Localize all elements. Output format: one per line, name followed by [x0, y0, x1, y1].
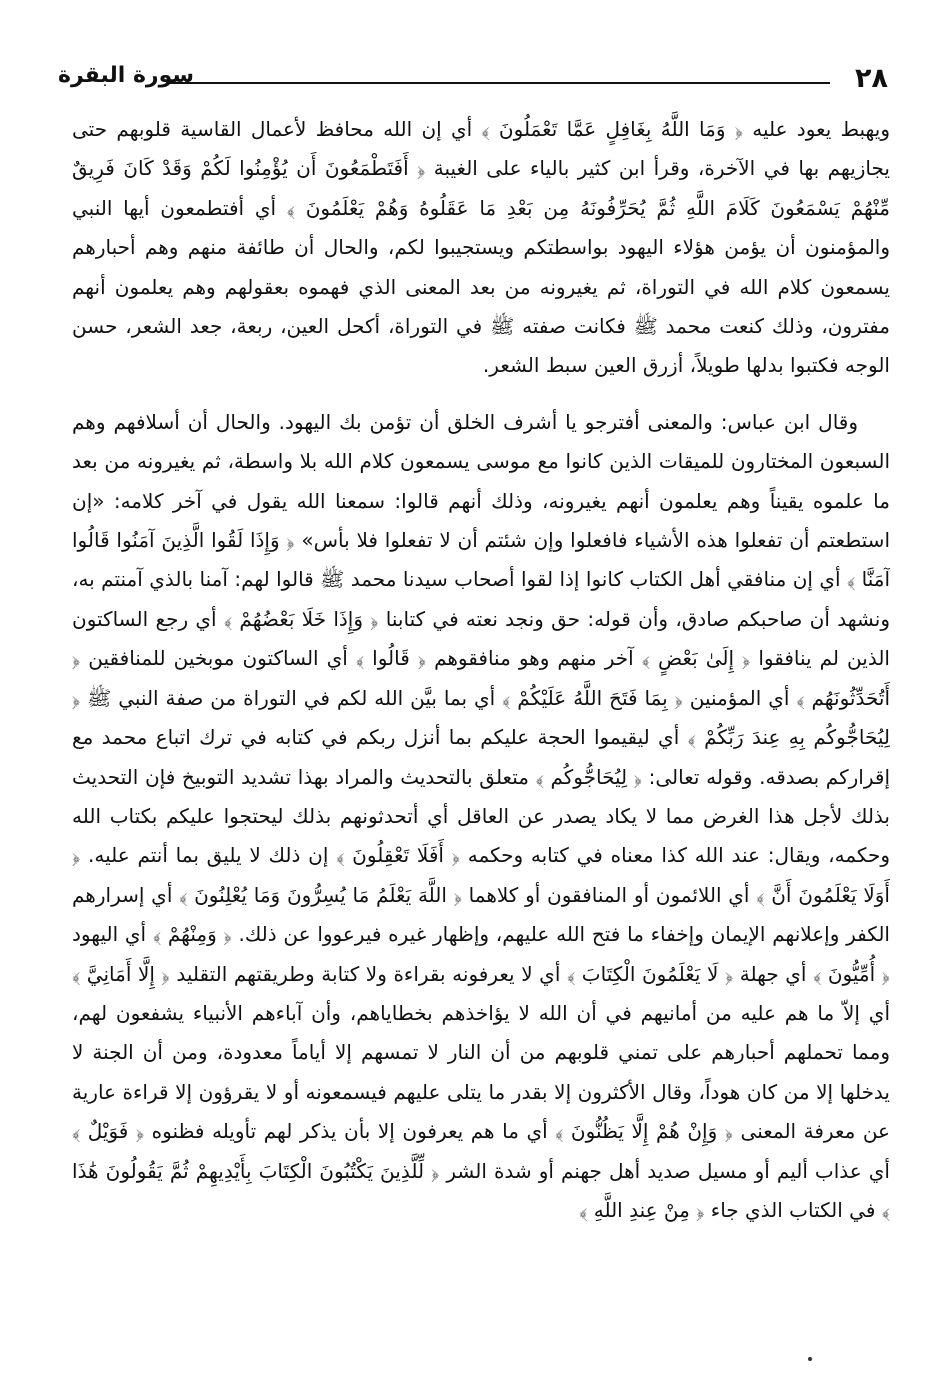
- page-header: [58, 58, 888, 98]
- body-text: [72, 110, 890, 1325]
- paragraph: ويهبط يعود عليه ﴿ وَمَا اللَّهُ بِغَافِلٍ عَمَّا تَعْمَلُونَ ﴾ أي إن الله محافظ لأعمال القاسية قلوبهم حتى يجازيهم بها في الآخرة، وقرأ ابن كثير بالياء على الغيبة ﴿ أَفَتَطْمَعُونَ أَن يُؤْمِنُوا لَكُمْ وَقَدْ كَانَ فَرِيقٌ مِّنْهُمْ يَسْمَعُونَ كَلَامَ اللَّهِ ثُمَّ يُحَرِّفُونَهُ مِن بَعْدِ مَا عَقَلُوهُ وَهُمْ يَعْلَمُونَ ﴾ أي أفتطمعون أيها النبي والمؤمنون أن يؤمن هؤلاء اليهود بواسطتكم ويستجيبوا لكم، والحال أن طائفة منهم وهم أحبارهم يسمعون كلام الله في التوراة، ثم يغيرونه من بعد المعنى الذي فهموه بعقولهم وهم يعلمون أنهم مفترون، وذلك كنعت محمد ﷺ فكانت صفته ﷺ في التوراة، أكحل العين، ربعة، جعد الشعر، حسن الوجه فكتبوا بدلها طويلاً، أزرق العين سبط الشعر.: [72, 117, 890, 378]
- surah-title: سورة البقرة: [58, 63, 195, 88]
- page-number: ٢٨: [855, 63, 888, 94]
- header-divider: [168, 82, 830, 84]
- paragraph: وقال ابن عباس: والمعنى أفترجو يا أشرف الخلق أن تؤمن بك اليهود. والحال أن أسلافهم وهم السبعون المختارون للميقات الذين كانوا مع موسى يسمعون كلام الله بلا واسطة، ثم يغيرونه من بعد ما علموه يقيناً وهم يعلمون أنهم يغيرونه، وذلك أنهم قالوا: سمعنا الله يقول في آخر كلامه: «إن استطعتم أن تفعلوا هذه الأشياء فافعلوا وإن شئتم أن لا تفعلوا فلا بأس» ﴿ وَإِذَا لَقُوا الَّذِينَ آمَنُوا قَالُوا آمَنَّا ﴾ أي إن منافقي أهل الكتاب كانوا إذا لقوا أصحاب سيدنا محمد ﷺ قالوا لهم: آمنا بالذي آمنتم به، ونشهد أن صاحبكم صادق، وأن قوله: حق ونجد نعته في كتابنا ﴿ وَإِذَا خَلَا بَعْضُهُمْ ﴾ أي رجع الساكتون الذين لم ينافقوا ﴿ إِلَىٰ بَعْضٍ ﴾ آخر منهم وهو منافقوهم ﴿ قَالُوا ﴾ أي الساكتون موبخين للمنافقين ﴿ أَتُحَدِّثُونَهُم ﴾ أي المؤمنين ﴿ بِمَا فَتَحَ اللَّهُ عَلَيْكُمْ ﴾ أي بما بيَّن الله لكم في التوراة من صفة النبي ﷺ ﴿ لِيُحَاجُّوكُم بِهِ عِندَ رَبِّكُمْ ﴾ أي ليقيموا الحجة عليكم بما أنزل ربكم في كتابه في ترك اتباع محمد مع إقراركم بصدقه. وقوله تعالى: ﴿ لِيُحَاجُّوكُم ﴾ متعلق بالتحديث والمراد بهذا تشديد التوبيخ فإن التحديث بذلك لأجل هذا الغرض مما لا يكاد يصدر عن العاقل أي أتحدثونهم بذلك ليحتجوا عليكم بكتاب الله وحكمه، ويقال: عند الله كذا معناه في كتابه وحكمه ﴿ أَفَلَا تَعْقِلُونَ ﴾ إن ذلك لا يليق بما أنتم عليه. ﴿ أَوَلَا يَعْلَمُونَ أَنَّ ﴾ أي اللائمون أو المنافقون أو كلاهما ﴿ اللَّهَ يَعْلَمُ مَا يُسِرُّونَ وَمَا يُعْلِنُونَ ﴾ أي إسرارهم الكفر وإعلانهم الإيمان وإخفاء ما فتح الله عليهم، وإظهار غيره فيرعووا عن ذلك. ﴿ وَمِنْهُمْ ﴾ أي اليهود ﴿ أُمِّيُّونَ ﴾ أي جهلة ﴿ لَا يَعْلَمُونَ الْكِتَابَ ﴾ أي لا يعرفونه بقراءة ولا كتابة وطريقتهم التقليد ﴿ إِلَّا أَمَانِيَّ ﴾ أي إلاّ ما هم عليه من أمانيهم في أن الله لا يؤاخذهم بخطاياهم، وأن آباءهم الأنبياء يشفعون لهم، ومما تحملهم أحبارهم على تمني قلوبهم من أن النار لا تمسهم إلا أياماً معدودة، ومن أن الجنة لا يدخلها إلا من كان هوداً، وقال الأكثرون إلا بقدر ما يتلى عليهم فيسمعونه أو لا يقرؤون إلا قراءة عارية عن معرفة المعنى ﴿ وَإِنْ هُمْ إِلَّا يَظُنُّونَ ﴾ أي ما هم يعرفون إلا بأن يذكر لهم تأويله فظنوه ﴿ فَوَيْلٌ ﴾ أي عذاب أليم أو مسيل صديد أهل جهنم أو شدة الشر ﴿ لِّلَّذِينَ يَكْتُبُونَ الْكِتَابَ بِأَيْدِيهِمْ ثُمَّ يَقُولُونَ هَٰذَا ﴾ في الكتاب الذي جاء ﴿ مِنْ عِندِ اللَّهِ ﴾: [72, 409, 890, 1222]
- print-speck: [808, 1357, 812, 1361]
